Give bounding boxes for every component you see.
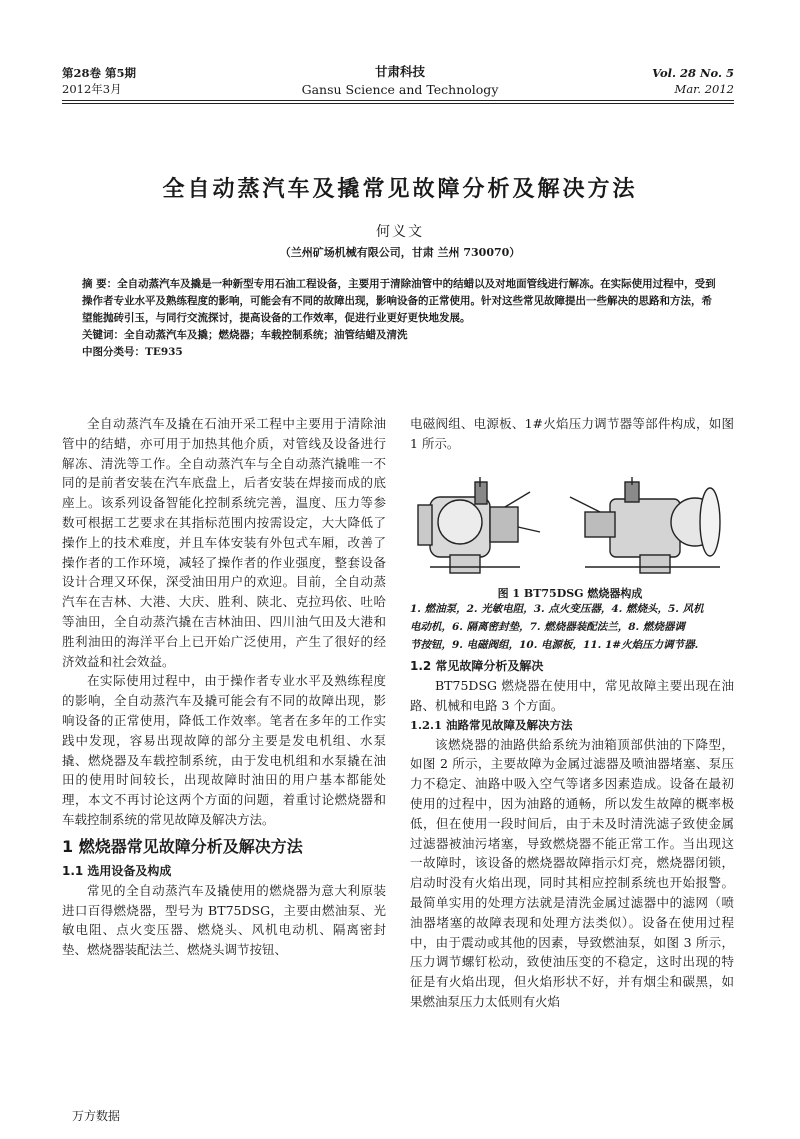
right-column-bottom (410, 657, 734, 1012)
body-paragraph: 在实际使用过程中，由于操作者专业水平及熟练程度的影响，全自动蒸汽车及撬可能会有不同的故障出现，影响设备的正常使用，降低工作效率。笔者在多年的工作实践中发现，容易出现故障的部分主要是发电机组、水泵撬、燃烧器及车载控制系统，由于发电机组和水泵撬在油田的使用时间较长，出现故障时油田的用户基本都能处理，本文不再讨论这两个方面的问题，着重讨论燃烧器和车载控制系统的常见故障及解决方法。 (62, 673, 386, 827)
legend-line: 电动机，6. 隔离密封垫，7. 燃烧器装配法兰，8. 燃烧器调 (410, 621, 685, 633)
affiliation: （兰州矿场机械有限公司，甘肃 兰州 730070） (279, 246, 521, 259)
issue-date-en: Mar. 2012 (674, 82, 734, 96)
figure-caption: 图 1 BT75DSG 燃烧器构成 (497, 587, 643, 600)
abstract-block (82, 276, 722, 361)
right-column-top (410, 414, 734, 454)
figure-legend (410, 600, 726, 654)
abstract-text: 摘 要：全自动蒸汽车及撬是一种新型专用石油工程设备，主要用于清除油管中的结蜡以及对地面管线进行解冻。在实际使用过程中，受到操作者专业水平及熟练程度的影响，可能会有不同的故障出现，影响设备的正常使用。针对这些常见故障提出一些解决的思路和方法，希望能抛砖引玉，与同行交流探讨，提高设备的工作效率，促进行业更好更快地发展。 (82, 278, 716, 324)
paper-title: 全自动蒸汽车及撬常见故障分析及解决方法 (162, 176, 638, 202)
body-paragraph: BT75DSG 燃烧器在使用中，常见故障主要出现在油路、机械和电路 3 个方面。 (410, 678, 734, 713)
subsubsection-heading: 1.2.1 油路常见故障及解决方法 (410, 717, 573, 732)
body-paragraph: 电磁阀组、电源板、1#火焰压力调节器等部件构成，如图 1 所示。 (410, 416, 734, 451)
legend-line: 节按钮，9. 电磁阀组，10. 电源板，11. 1#火焰压力调节器. (410, 639, 699, 651)
section-heading: 1 燃烧器常见故障分析及解决方法 (62, 836, 303, 856)
burner-figure (410, 477, 730, 577)
volume-issue-en: Vol. 28 No. 5 (652, 66, 734, 80)
legend-line: 1. 燃油泵，2. 光敏电阻，3. 点火变压器，4. 燃烧头，5. 风机 (410, 603, 704, 615)
classification: 中图分类号：TE935 (82, 346, 183, 358)
keywords: 关键词：全自动蒸汽车及撬；燃烧器；车载控制系统；油管结蜡及清洗 (82, 329, 408, 341)
journal-name-en: Gansu Science and Technology (301, 82, 499, 97)
issue-date: 2012年3月 (62, 82, 122, 96)
left-column (62, 414, 386, 960)
volume-issue: 第28卷 第5期 (62, 66, 137, 80)
body-paragraph: 全自动蒸汽车及撬在石油开采工程中主要用于清除油管中的结蜡，亦可用于加热其他介质，对管线及设备进行解冻、清洗等工作。全自动蒸汽车与全自动蒸汽撬唯一不同的是前者安装在汽车底盘上，后者安装在焊接而成的底座上。该系列设备智能化控制系统完善，温度、压力等参数可根据工艺要求在其指标范围内按需设定，大大降低了操作上的技术难度，并且车体安装有外包式车厢，改善了操作者的工作环境，减轻了操作者的作业强度，整套设备设计合理又环保，深受油田用户的欢迎。目前，全自动蒸汽车在吉林、大港、大庆、胜利、陕北、克拉玛依、吐哈等油田，全自动蒸汽撬在吉林油田、四川油气田及大港和胜利油田的海洋平台上已开始广泛使用，产生了很好的经济效益和社会效益。 (62, 416, 386, 669)
journal-name-cn: 甘肃科技 (374, 64, 425, 79)
body-paragraph: 该燃烧器的油路供給系统为油箱顶部供油的下降型，如图 2 所示，主要故障为金属过滤器及喷油器堵塞、泵压力不稳定、油路中吸入空气等诸多因素造成。设备在最初使用的过程中，因为油路的通畅，所以发生故障的概率极低，但在使用一段时间后，由于未及时清洗滤子致使金属过滤器被油污堵塞，导致燃烧器不能正常工作。当出现这一故障时，该设备的燃烧器故障指示灯亮，燃烧器闭锁，启动时没有火焰出现，同时其相应控制系统也开始报警。最简单实用的处理方法就是清洗金属过滤器中的滤网（喷油器堵塞的故障表现和处理方法类似）。设备在使用过程中，由于震动或其他的因素，导致燃油泵，如图 3 所示，压力调节螺钉松动，致使油压变的不稳定，这时出现的特征是有火焰出现，但火焰形状不好，并有烟尘和碳黑，如果燃油泵压力太低则有火焰 (410, 736, 734, 1009)
footer-watermark: 万方数据 (72, 1109, 121, 1123)
body-paragraph: 常见的全自动蒸汽车及撬使用的燃烧器为意大利原装进口百得燃烧器，型号为 BT75DSG，主要由燃油泵、光敏电阻、点火变压器、燃烧头、风机电动机、隔离密封垫、燃烧器装配法兰、燃烧头调节按钮、 (62, 882, 386, 958)
header-rule-thin (62, 103, 734, 104)
subsection-heading: 1.2 常见故障分析及解决 (410, 659, 544, 673)
header-rule (62, 100, 734, 101)
subsection-heading: 1.1 选用设备及构成 (62, 863, 172, 878)
author: 何义文 (376, 224, 424, 240)
